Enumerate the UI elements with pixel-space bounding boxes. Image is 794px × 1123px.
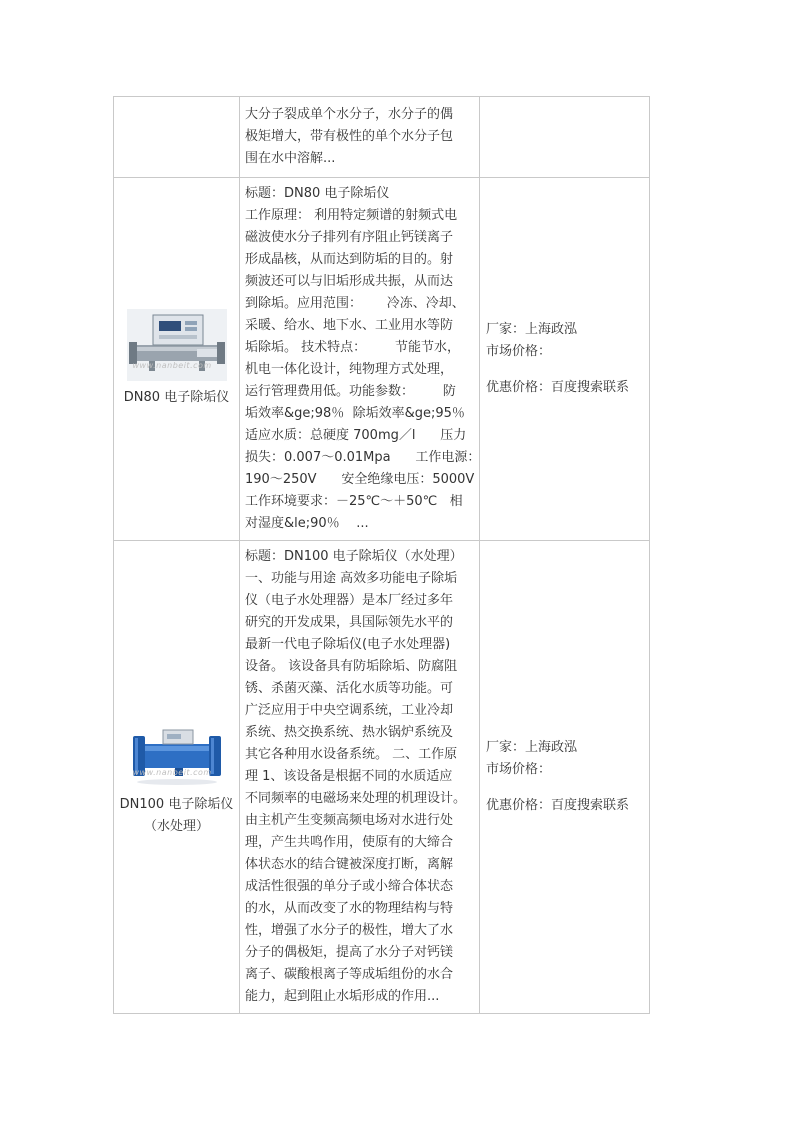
- image-cell: [114, 541, 240, 1014]
- description-line: 体状态水的结合键被深度打断，离解: [245, 857, 454, 872]
- manufacturer: 厂家：上海政泓: [486, 322, 578, 337]
- description-line: 锈、杀菌灭藻、活化水质等功能。可: [245, 681, 454, 696]
- description-cell: [240, 178, 480, 541]
- description-cell: [240, 97, 480, 178]
- market-price: 市场价格：: [486, 344, 552, 359]
- dn100-product-image: [127, 716, 227, 788]
- description-line: 对湿度&le;90％ ...: [245, 516, 369, 531]
- description-line: 磁波使水分子排列有序阻止钙镁离子: [245, 230, 454, 245]
- description-line: 性，增强了水分子的极性，增大了水: [245, 923, 454, 938]
- description-line: 设备。 该设备具有防垢除垢、防腐阻: [245, 659, 458, 674]
- description-line: 的水，从而改变了水的物理结构与特: [245, 901, 454, 916]
- description-line: 到除垢。应用范围： 冷冻、冷却、: [245, 296, 465, 311]
- description-line: 损失：0.007～0.01Mpa 工作电源：: [245, 450, 481, 465]
- image-watermark: www.nanbeit.com: [132, 768, 212, 777]
- image-watermark: www.nanbeit.com: [132, 361, 212, 370]
- discount-price: 优惠价格：百度搜索联系: [486, 380, 630, 395]
- description-line: 采暖、给水、地下水、工业用水等防: [245, 318, 454, 333]
- product-table: [113, 96, 650, 1014]
- description-line: 标题：DN100 电子除垢仪（水处理）: [245, 549, 463, 564]
- description-line: 工作环境要求：－25℃～＋50℃ 相: [245, 494, 463, 509]
- description-line: 离子、碳酸根离子等成垢组份的水合: [245, 967, 454, 982]
- product-name-suffix: （水处理）: [143, 819, 209, 834]
- description-line: 不同频率的电磁场来处理的机理设计。: [245, 791, 467, 806]
- description-line: 适应水质：总硬度 700mg／l 压力: [245, 428, 467, 443]
- product-name: DN100 电子除垢仪: [119, 797, 234, 812]
- description-line: 形成晶核，从而达到防垢的目的。射: [245, 252, 454, 267]
- description-line: 能力，起到阻止水垢形成的作用...: [245, 989, 440, 1004]
- description-line: 围在水中溶解...: [245, 151, 336, 166]
- description-line: 成活性很强的单分子或小缔合体状态: [245, 879, 454, 894]
- description-line: 分子的偶极矩，提高了水分子对钙镁: [245, 945, 454, 960]
- market-price: 市场价格：: [486, 762, 552, 777]
- description-line: 标题：DN80 电子除垢仪: [245, 186, 390, 201]
- description-line: 垢效率&ge;98％ 除垢效率&ge;95％: [245, 406, 465, 421]
- table-row: [114, 97, 650, 178]
- description-line: 机电一体化设计，纯物理方式处理，: [245, 362, 454, 377]
- image-cell: [114, 178, 240, 541]
- description-line: 其它各种用水设备系统。 二、工作原: [245, 747, 458, 762]
- manufacturer: 厂家：上海政泓: [486, 740, 578, 755]
- description-line: 广泛应用于中央空调系统，工业冷却: [245, 703, 454, 718]
- discount-price: 优惠价格：百度搜索联系: [486, 798, 630, 813]
- description-line: 工作原理： 利用特定频谱的射频式电: [245, 208, 458, 223]
- description-line: 系统、热交换系统、热水锅炉系统及: [245, 725, 454, 740]
- description-line: 理，产生共鸣作用，使原有的大缔合: [245, 835, 454, 850]
- description-line: 极矩增大，带有极性的单个水分子包: [245, 129, 454, 144]
- description-line: 190～250V 安全绝缘电压：5000V: [245, 472, 475, 487]
- description-cell: [240, 541, 480, 1014]
- description-line: 大分子裂成单个水分子，水分子的偶: [245, 107, 454, 122]
- dn80-product-image: [127, 309, 227, 381]
- table-row: [114, 541, 650, 1014]
- image-cell: [114, 97, 240, 178]
- product-name: DN80 电子除垢仪: [123, 390, 230, 405]
- vendor-cell: [480, 97, 650, 178]
- description-line: 运行管理费用低。功能参数： 防: [245, 384, 456, 399]
- description-line: 一、功能与用途 高效多功能电子除垢: [245, 571, 458, 586]
- vendor-cell: [480, 541, 650, 1014]
- description-line: 最新一代电子除垢仪(电子水处理器): [245, 637, 451, 652]
- table-row: [114, 178, 650, 541]
- description-line: 仪（电子水处理器）是本厂经过多年: [245, 593, 454, 608]
- vendor-cell: [480, 178, 650, 541]
- description-line: 垢除垢。 技术特点： 节能节水，: [245, 340, 461, 355]
- description-line: 研究的开发成果，具国际领先水平的: [245, 615, 454, 630]
- description-line: 由主机产生变频高频电场对水进行处: [245, 813, 454, 828]
- description-line: 理 1、该设备是根据不同的水质适应: [245, 769, 453, 784]
- description-line: 频波还可以与旧垢形成共振，从而达: [245, 274, 454, 289]
